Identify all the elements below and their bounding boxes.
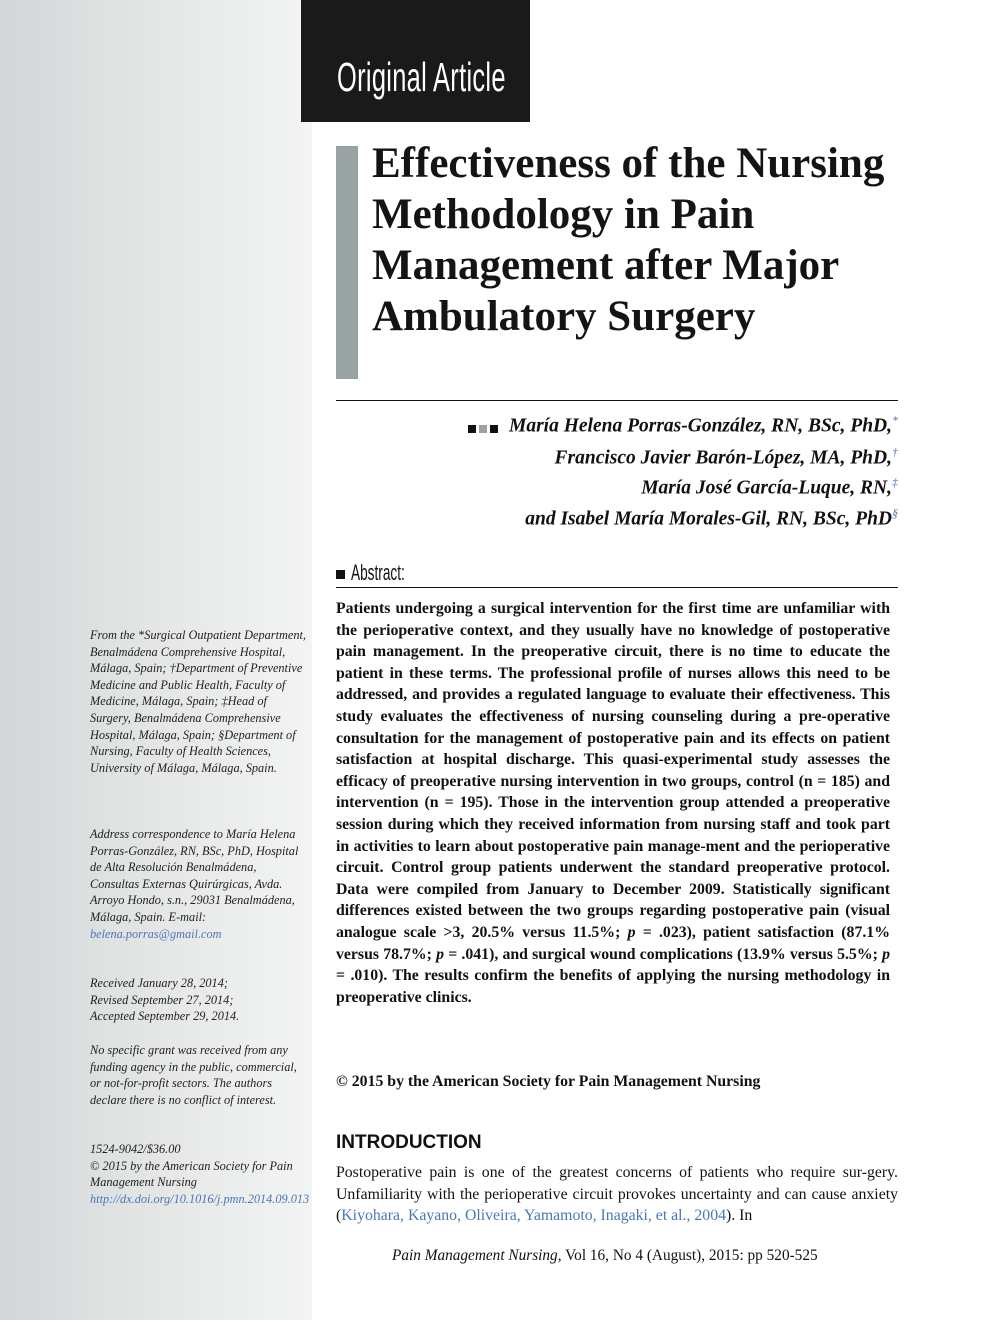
abstract-p-symbol: p — [436, 945, 445, 963]
correspondence-text: Address correspondence to María Helena Porras-González, RN, BSc, PhD, Hospital de Alta Resolución Benalmádena, Consultas Externas Quirúrgicas, Avda. Arroyo Hondo, s.n., 29031 Benalmádena, Málaga, Spain. E-mail: — [90, 827, 299, 924]
introduction-text — [336, 1162, 898, 1227]
author-mark: ‡ — [892, 475, 898, 490]
page-footer — [392, 1247, 818, 1265]
author-bullets-icon — [468, 415, 501, 440]
author-name: María José García-Luque, RN, — [641, 477, 892, 499]
journal-details: , Vol 16, No 4 (August), 2015: pp 520-525 — [557, 1247, 818, 1264]
author-mark: * — [892, 413, 898, 427]
doi-link[interactable]: http://dx.doi.org/10.1016/j.pmn.2014.09.013 — [90, 1191, 310, 1206]
affiliations: From the *Surgical Outpatient Department, Benalmádena Comprehensive Hospital, Málaga, Spain; †Department of Preventive Medicine and Public Health, Faculty of Medicine, Málaga, Spain; ‡Head of Surgery, Benalmádena Comprehensive Hospital, Málaga, Spain; §Department of Nursing, Faculty of Health Sciences, University of Málaga, Málaga, Spain. — [90, 628, 306, 775]
abstract-part: = .041), and surgical wound complications (13.9% versus 5.5%; — [444, 945, 883, 963]
abstract-part: = .023), patient satisfaction (87.1% versus 78.7%; — [336, 923, 890, 963]
abstract-part: Patients undergoing a surgical intervention for the first time are unfamiliar with the perioperative context, and they usually have no knowledge of postoperative pain management. In the preoperative circuit, there is no time to educate the patient in these terms. The professional profile of nurses allows this need to be addressed, and provides a regulated language to evaluate their effectiveness. This study evaluates the effectiveness of nursing counseling during a pre-operative consultation for the management of postoperative pain and its effects on patient satisfaction at hospital discharge. This quasi-experimental study assesses the efficacy of preoperative nursing intervention in two groups, control (n = 185) and intervention (n = 195). Those in the intervention group attended a preoperative session during which they received information from nursing staff and took part in activities to learn about postoperative pain manage-ment and the perioperative circuit. Control group patients underwent the standard preoperative protocol. Data were compiled from January to December 2009. Statistically significant differences existed between the two groups regarding postoperative pain (visual analogue scale >3, 20.5% versus 11.5%; — [336, 600, 890, 941]
email-link[interactable]: belena.porras@gmail.com — [90, 926, 222, 941]
abstract-p-symbol: p — [882, 945, 890, 963]
revised-date: Revised September 27, 2014; — [90, 992, 234, 1007]
author-line — [468, 501, 898, 532]
citation-link[interactable]: Kiyohara, Kayano, Oliveira, Yamamoto, Inagaki, et al., 2004 — [341, 1207, 726, 1225]
abstract-copyright: © 2015 by the American Society for Pain Management Nursing — [336, 1073, 761, 1090]
intro-part: ). In — [726, 1207, 753, 1225]
abstract-divider — [336, 587, 898, 588]
intro-part: Postoperative pain is one of the greatest concerns of patients who require sur-gery. Unfamiliarity with the perioperative circuit provokes uncertainty and can cause anxiety ( — [336, 1164, 898, 1225]
author-line — [468, 408, 898, 440]
square-bullet-icon — [336, 570, 345, 579]
publication-info — [90, 1141, 308, 1207]
abstract-heading — [336, 560, 438, 586]
accepted-date: Accepted September 29, 2014. — [90, 1009, 240, 1024]
abstract-text — [336, 598, 890, 1008]
author-line — [468, 470, 898, 501]
article-title: Effectiveness of the Nursing Methodology in Pain Management after Major Ambulatory Surgery — [372, 140, 885, 340]
article-type-label: Original Article — [337, 54, 506, 100]
journal-name: Pain Management Nursing — [392, 1247, 558, 1264]
author-name: María Helena Porras-González, RN, BSc, PhD, — [509, 415, 892, 437]
abstract-heading-label: Abstract: — [351, 560, 405, 585]
funding-statement: No specific grant was received from any funding agency in the public, commercial, or not-for-profit sectors. The authors declare there is no conflict of interest. — [90, 1043, 297, 1107]
author-mark: † — [892, 444, 898, 459]
abstract-p-symbol: p — [627, 923, 636, 941]
author-line — [468, 440, 898, 471]
introduction-heading: INTRODUCTION — [336, 1132, 482, 1153]
issn: 1524-9042/$36.00 — [90, 1142, 181, 1156]
received-date: Received January 28, 2014; — [90, 976, 228, 990]
history-dates — [90, 975, 308, 1025]
sidebar-copyright: © 2015 by the American Society for Pain Management Nursing — [90, 1158, 293, 1190]
title-divider — [336, 400, 898, 401]
title-accent-bar — [336, 146, 358, 379]
author-name: Francisco Javier Barón-López, MA, PhD, — [554, 447, 892, 469]
author-mark: § — [892, 505, 898, 520]
author-name: and Isabel María Morales-Gil, RN, BSc, PhD — [525, 508, 892, 530]
abstract-part: = .010). The results confirm the benefits of applying the nursing methodology in preoperative clinics. — [336, 967, 890, 1006]
correspondence — [90, 826, 308, 942]
author-list — [468, 408, 898, 531]
